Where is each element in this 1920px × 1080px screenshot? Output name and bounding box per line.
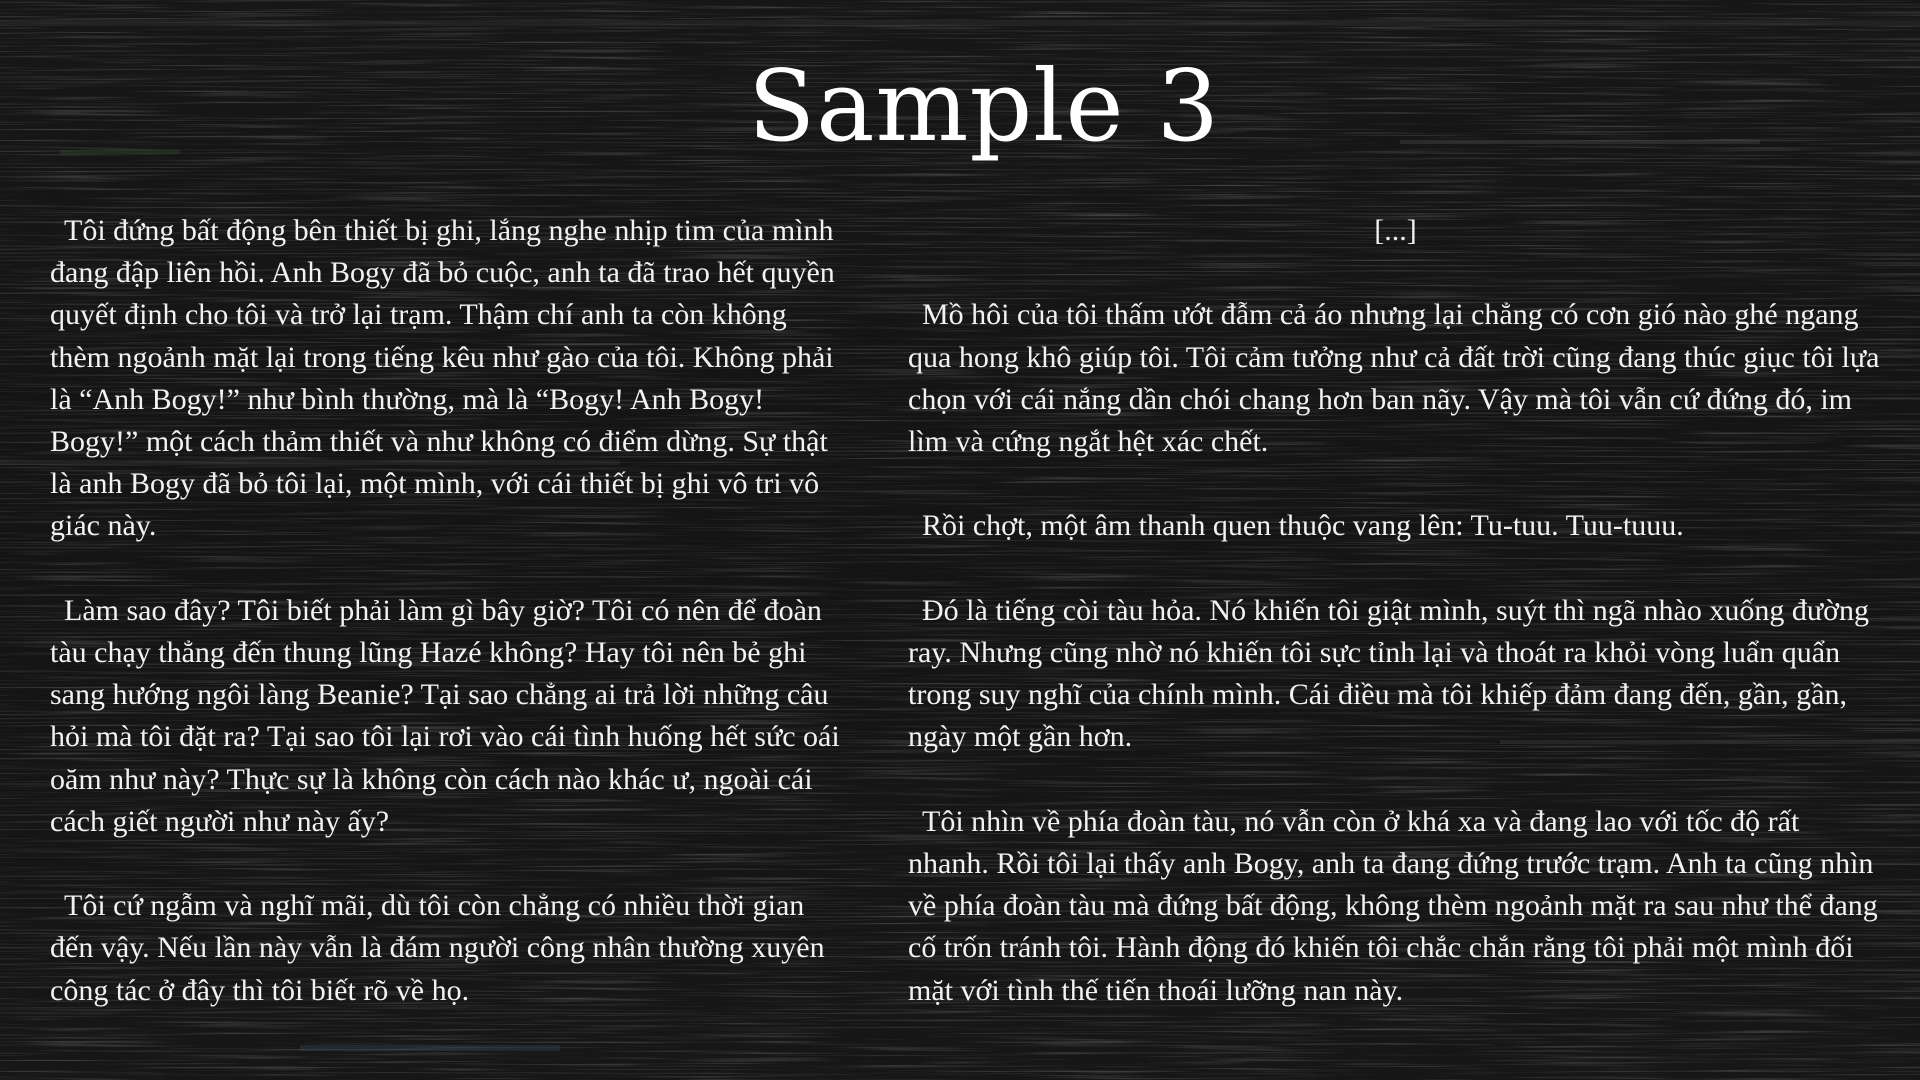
paragraph: Tôi cứ ngẫm và nghĩ mãi, dù tôi còn chẳng có nhiều thời gian đến vậy. Nếu lần này vẫn là đám người công nhân thường xuyên công tác ở đây thì tôi biết rõ về họ. <box>50 889 825 1007</box>
left-text-column <box>50 210 850 1054</box>
paragraph: Tôi đứng bất động bên thiết bị ghi, lắng nghe nhịp tim của mình đang đập liên hồi. Anh Bogy đã bỏ cuộc, anh ta đã trao hết quyền quyết định cho tôi và trở lại trạm. Thậm chí anh ta còn không thèm ngoảnh mặt lại trong tiếng kêu như gào của tôi. Không phải là “Anh Bogy!” như bình thường, mà là “Bogy! Anh Bogy! Bogy!” một cách thảm thiết và như không có điểm dừng. Sự thật là anh Bogy đã bỏ tôi lại, một mình, với cái thiết bị ghi vô tri vô giác này. <box>50 214 835 543</box>
paragraph: Tôi nhìn về phía đoàn tàu, nó vẫn còn ở khá xa và đang lao với tốc độ rất nhanh. Rồi tôi lại thấy anh Bogy, anh ta đang đứng trước trạm. Anh ta cũng nhìn về phía đoàn tàu mà đứng bất động, không thèm ngoảnh mặt ra sau như thể đang cố trốn tránh tôi. Hành động đó khiến tôi chắc chắn rằng tôi phải một mình đối mặt với tình thế tiến thoái lưỡng nan này. <box>908 804 1878 1007</box>
slide-title: Sample 3 <box>747 50 1221 164</box>
paragraph: Rồi chợt, một âm thanh quen thuộc vang lên: Tu-tuu. Tuu-tuuu. <box>922 509 1684 543</box>
right-text-column <box>908 210 1883 1054</box>
omission-marker: [...] <box>1374 214 1417 247</box>
paragraph: Mồ hôi của tôi thấm ướt đẫm cả áo nhưng lại chẳng có cơn gió nào ghé ngang qua hong khô giúp tôi. Tôi cảm tưởng như cả đất trời cũng đang thúc giục tôi lựa chọn với cái nắng dần chói chang hơn ban nãy. Vậy mà tôi vẫn cứ đứng đó, im lìm và cứng ngắt hệt xác chết. <box>908 298 1880 458</box>
paragraph: Đó là tiếng còi tàu hỏa. Nó khiến tôi giật mình, suýt thì ngã nhào xuống đường ray. Nhưng cũng nhờ nó khiến tôi sực tỉnh lại và thoát ra khỏi vòng luẩn quẩn trong suy nghĩ của chính mình. Cái điều mà tôi khiếp đảm đang đến, gần, gần, ngày một gần hơn. <box>908 593 1869 754</box>
paragraph: Làm sao đây? Tôi biết phải làm gì bây giờ? Tôi có nên để đoàn tàu chạy thẳng đến thung lũng Hazé không? Hay tôi nên bẻ ghi sang hướng ngôi làng Beanie? Tại sao chẳng ai trả lời những câu hỏi mà tôi đặt ra? Tại sao tôi lại rơi vào cái tình huống hết sức oái oăm như này? Thực sự là không còn cách nào khác ư, ngoài cái cách giết người như này ấy? <box>50 593 840 838</box>
